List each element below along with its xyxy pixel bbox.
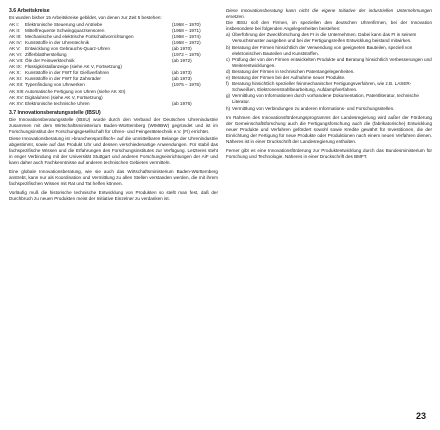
ak-number: AK VI:	[9, 51, 23, 57]
ibsu-paragraph-4: Vorläufig muß die historische technische Entwicklung von Produkten so stellt man fest, daß der Durchbruch zu neuen Produkten meist der Initiative Einzelner zu verdanken ist.	[9, 190, 218, 202]
italic-intro: Diese Innovationsberatung kann nicht die eigene Initiative der industriellen Unternehmungen ersetzen.	[226, 8, 432, 20]
ak-title: Elektronische technische Uhren	[25, 100, 90, 106]
list-item-text: Beratung der Firmen in technischen Patentangelegenheiten.	[232, 68, 355, 74]
ak-number: AK XV:	[9, 94, 24, 100]
list-item-key: a)	[226, 32, 231, 38]
list-item-text: Vermittlung von Informationen durch vorhandene Dokumentation, Patentliteratur, technische Literatur.	[232, 93, 419, 105]
ak-title: Elektronische Steuerung und Antriebe	[25, 21, 103, 27]
list-item-key: g)	[226, 93, 231, 99]
ak-title: Mechanische und elektrische Fortschaltvorrichtungen	[25, 33, 134, 39]
ak-years: (1975 – 1976)	[172, 82, 201, 88]
ak-number: AK XV:	[9, 100, 24, 106]
funding-paragraph-2: Ferner gibt es eine Innovationsförderung zur Produktentwicklung durch das Bundesministerium für Forschung und Technologie. Näheres in einer Druckschrift des BMFT.	[226, 148, 432, 160]
ak-title: Kunststoffe in der FWT für Gießverfahren	[25, 70, 110, 76]
ak-years: (ab 1970)	[172, 45, 192, 51]
list-item-text: Vermittlung von Verbindungen zu anderen Informations- und Forschungsstellen.	[232, 105, 395, 111]
list-item-text: Beratung hinsichtlich spezieller feinmechanischer Fertigungsverfahren, wie z.B. LASER-Schweißen, Elektronenstrahlbearbeitung, Aufdampfverfahren.	[232, 81, 412, 93]
ak-number: AK III:	[9, 33, 22, 39]
ak-number: AK XIII:	[9, 88, 25, 94]
funding-paragraph-1: Im Rahmen des Innovationsförderungsprogramms der Landesregierung wird außer der Förderung der Gemeinschaftsforschung auch die Fertigungsforschung auch die (fabrikatorische) Entwicklung neuer Produkte und Verfahren gefördert sowohl sowie Kredite gewährt für Investitionen, die der Einrichtung der Fertigung für neue Produkte oder Produktionen nach einem neuen Verfahren dienen. Näheres ist in einer Druckschrift der Landesregierung enthalten.	[226, 114, 432, 144]
ak-number: AK XI:	[9, 76, 23, 82]
ak-years: (1968 – 1971)	[172, 27, 201, 33]
ak-title: Mittelfrequente Schwingquarzsensoren	[25, 27, 105, 33]
ak-number: AK IX:	[9, 64, 23, 70]
page-number: 23	[415, 411, 426, 421]
list-item-text: Beratung der Firmen bei der Aufnahme neuer Produkte.	[232, 75, 346, 81]
arbeitskreise-intro: Es wurden bisher 15 Arbeitskreise gebildet, von denen zur Zeit 5 bestehen:	[9, 15, 162, 21]
ibsu-paragraph-2: Diese Innovationsberatung ist »branchenspezifisch« auf die unmittelbaren Belange der Uhrenindustrie abgestimmt, sowie auf das Produkt Uhr und dessen verschiedenartige Anwendungen. Für stabil das fachspezifische Wissen und die Erfahrungen des Forschungsinstitutes zur Verfügung. Letzteres steht in enger Verbindung mit der Universität Stuttgart und anderen Forschungseinrichtungen der AiF und kann daher auch Fachkenntnisse auf anderen technischen Gebieten vermitteln.	[9, 135, 218, 165]
ibsu-support-intro: Die IBSU soll den Firmen, im speziellen den deutschen Uhrenfirmen, bei der Innovation insbesondere bei folgenden Angelegenheiten beistehen:	[226, 20, 432, 32]
section-heading-arbeitskreise: 3.6 Arbeitskreise	[9, 8, 50, 14]
left-column	[9, 8, 218, 202]
ak-number: AK I:	[9, 21, 19, 27]
ak-number: AK II:	[9, 27, 21, 33]
ak-years: (1968 – 1970)	[172, 21, 201, 27]
ak-years: (ab 1973)	[172, 76, 192, 82]
list-item	[226, 32, 432, 44]
list-item-key: e)	[226, 75, 231, 81]
section-heading-ibsu: 3.7 Innovationsberatungsstelle (IBSU)	[9, 109, 101, 116]
ak-title: Typenfindung von Uhrwerken	[25, 82, 85, 88]
ak-number: AK X:	[9, 70, 21, 76]
ak-number: AK IV:	[9, 39, 22, 45]
ibsu-paragraph-1: Die Innovationsberatungsstelle (IBSU) wurde durch den Verband der Deutschen Uhrenindustrie zusammen mit dem Wirtschaftsministerium Baden-Württemberg (WIMIBW) gegründet und ist im Forschungsinstitut der Forschungsgesellschaft für Uhren- und Feingerätetechnik e.V. (FI) errichtet.	[9, 117, 218, 135]
list-item-key: c)	[226, 56, 230, 62]
list-item	[226, 45, 432, 57]
ak-title: Öle der Feinwerktechnik	[25, 58, 75, 64]
ak-title: Automatische Fertigung von Uhren (siehe AK XII)	[25, 88, 126, 94]
list-item	[226, 93, 432, 105]
ak-years: (ab 1976)	[172, 100, 192, 106]
ak-number: AK VII:	[9, 58, 24, 64]
list-item	[226, 81, 432, 93]
ak-years: (ab 1972)	[172, 58, 192, 64]
list-item-text: Überführung der Zweckforschung des FI in die Unternehmen. Dabei kann das FI in seinem Versuchsmuster ausgeben und bei der Fertigungsreifen Entwicklung beistand mitwirken.	[232, 32, 417, 44]
list-item-key: d)	[226, 68, 231, 74]
ak-title: Flüssigkristallanzeige (siehe AK V, Fortsetzung)	[25, 64, 122, 70]
right-column	[226, 8, 432, 160]
ak-years: (ab 1973)	[172, 70, 192, 76]
ak-years: (1972 – 1975)	[172, 51, 201, 57]
arbeitskreise-list	[9, 22, 218, 107]
list-item-text: Prüfung der von den Firmen entwickelten Produkte und Beratung hinsichtlich Verbesserungen und Weiterentwicklungen.	[232, 56, 432, 68]
ak-years: (1968 – 1974)	[172, 33, 201, 39]
ak-number: AK V:	[9, 45, 21, 51]
list-item-key: h)	[226, 105, 231, 111]
ibsu-paragraph-3: Eine globale Innovationsberatung, wie sie auch das Wirtschaftsministerium Baden-Württemberg anstrebt, kann nur als Koordination und Vermittlung zu allen Stellen verstanden werden, die mit ihrem fachspezifischen Wissen mit Rat und Tat helfen können.	[9, 168, 218, 187]
support-list	[226, 32, 432, 111]
list-item	[226, 106, 432, 112]
ak-years: (1968 – 1972)	[172, 39, 201, 45]
ak-title: Kunststoffe in der Uhrentechnik	[25, 39, 90, 45]
list-item-key: f)	[226, 81, 229, 87]
ak-title: Digitaluhren (siehe AK V, Fortsetzung)	[25, 94, 103, 100]
ak-number: AK XII:	[9, 82, 24, 88]
ak-title: Kunststoffe in der FWT für Zahnräder	[25, 76, 101, 82]
ak-row	[9, 101, 218, 107]
list-item-key: b)	[226, 44, 231, 50]
ak-title: Zifferblattherstellung	[25, 51, 67, 57]
list-item-text: Beratung der Firmen hinsichtlich der Verwendung von geeigneten Bauteilen, speziell von elektronischen Bauteilen und Kunststoffen.	[232, 44, 413, 56]
list-item	[226, 57, 432, 69]
ak-title: Entwicklung von Gebrauchs-Quarz-Uhren	[25, 45, 111, 51]
